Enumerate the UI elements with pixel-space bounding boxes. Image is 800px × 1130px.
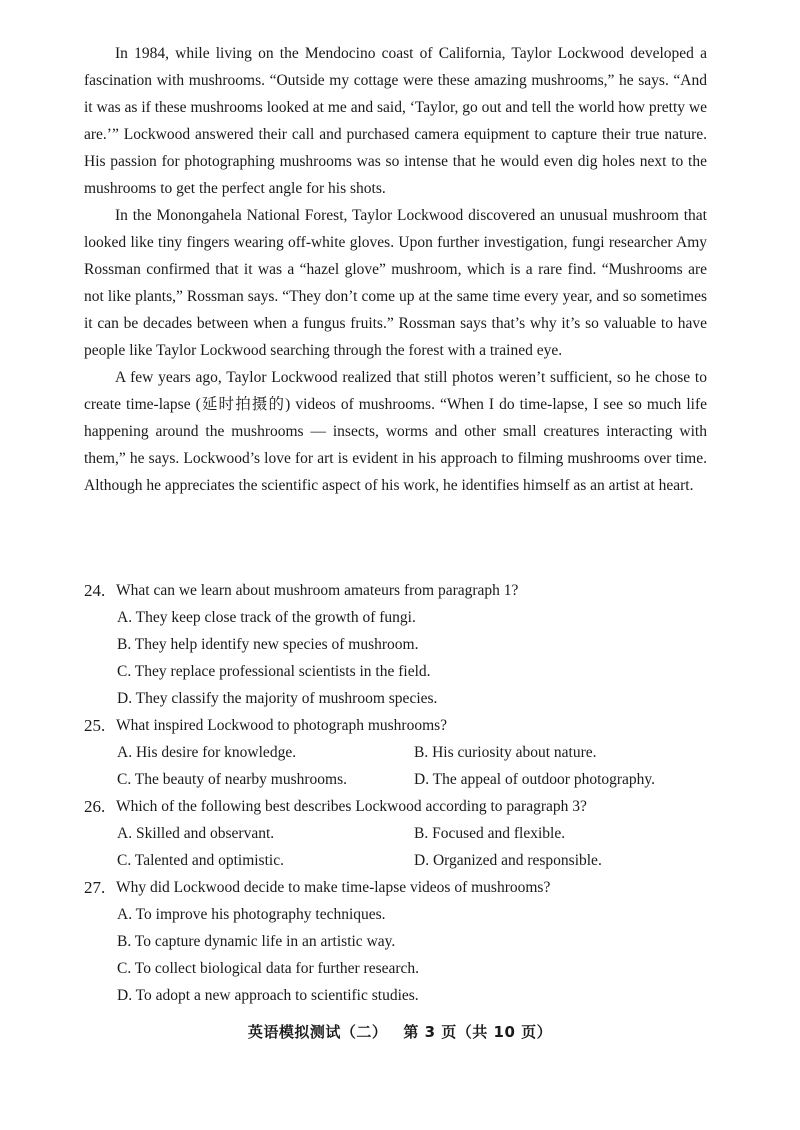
question-stem [84, 712, 714, 739]
option-a: A. His desire for knowledge. [117, 744, 297, 761]
paragraph-2: In the Monongahela National Forest, Taylor Lockwood discovered an unusual mushroom that looked like tiny fingers wearing off-white gloves. Upon further investigation, fungi researcher Amy Rossman confirmed that it was a “hazel glove” mushroom, which is a rare find. “Mushrooms are not like plants,” Rossman says. “They don’t come up at the same time every year, and so sometimes it can be decades between when a fungus fruits.” Rossman says that’s why it’s so valuable to have people like Taylor Lockwood searching through the forest with a trained eye. [84, 207, 707, 359]
question-number: 27. [84, 878, 106, 897]
page-number: 第 3 页（共 10 页） [403, 1023, 553, 1041]
option-a: A. To improve his photography techniques. [117, 906, 386, 923]
question-number: 24. [84, 581, 106, 600]
option-c: C. Talented and optimistic. [117, 852, 284, 869]
question-text: Which of the following best describes Lockwood according to paragraph 3? [116, 798, 587, 815]
paragraph-1: In 1984, while living on the Mendocino coast of California, Taylor Lockwood developed a fascination with mushrooms. “Outside my cottage were these amazing mushrooms,” he says. “And it was as if these mushrooms looked at me and said, ‘Taylor, go out and tell the world how pretty we are.’” Lockwood answered their call and purchased camera equipment to capture their true nature. His passion for photographing mushrooms was so intense that he would even dig holes next to the mushrooms to get the perfect angle for his shots. [84, 45, 707, 197]
question-list [84, 577, 714, 1009]
question-27 [84, 874, 714, 1009]
option-d: D. To adopt a new approach to scientific studies. [117, 987, 419, 1004]
option-d: D. Organized and responsible. [414, 852, 602, 869]
option-c: C. They replace professional scientists in the field. [117, 663, 431, 680]
option-a: A. They keep close track of the growth of fungi. [117, 609, 416, 626]
option-b: B. Focused and flexible. [414, 825, 566, 842]
paragraph-3: A few years ago, Taylor Lockwood realized that still photos weren’t sufficient, so he chose to create time-lapse (延时拍摄的) videos of mushrooms. “When I do time-lapse, I see so much life happening around the mushrooms — insects, worms and other small creatures interacting with them,” he says. Lockwood’s love for art is evident in his approach to filming mushrooms over time. Although he appreciates the scientific aspect of his work, he identifies himself as an artist at heart. [84, 369, 707, 494]
question-24 [84, 577, 714, 712]
option-row [84, 739, 714, 766]
question-text: What inspired Lockwood to photograph mushrooms? [116, 717, 448, 734]
option-row [84, 847, 714, 874]
option-a: A. Skilled and observant. [117, 825, 275, 842]
option-d: D. They classify the majority of mushroom species. [117, 690, 438, 707]
question-stem [84, 874, 714, 901]
question-26 [84, 793, 714, 874]
option-b: B. To capture dynamic life in an artistic way. [117, 933, 396, 950]
option-row [84, 766, 714, 793]
question-25 [84, 712, 714, 793]
reading-passage [84, 40, 707, 499]
question-text: What can we learn about mushroom amateurs from paragraph 1? [116, 582, 519, 599]
question-text: Why did Lockwood decide to make time-lapse videos of mushrooms? [116, 879, 551, 896]
question-number: 26. [84, 797, 106, 816]
option-row [84, 820, 714, 847]
option-b: B. They help identify new species of mushroom. [117, 636, 419, 653]
question-number: 25. [84, 716, 106, 735]
option-d: D. The appeal of outdoor photography. [414, 771, 656, 788]
page-footer [0, 1021, 800, 1042]
option-c: C. To collect biological data for further research. [117, 960, 420, 977]
question-stem [84, 577, 714, 604]
exam-title: 英语模拟测试（二） [247, 1023, 388, 1041]
question-stem [84, 793, 714, 820]
option-b: B. His curiosity about nature. [414, 744, 597, 761]
option-c: C. The beauty of nearby mushrooms. [117, 771, 348, 788]
